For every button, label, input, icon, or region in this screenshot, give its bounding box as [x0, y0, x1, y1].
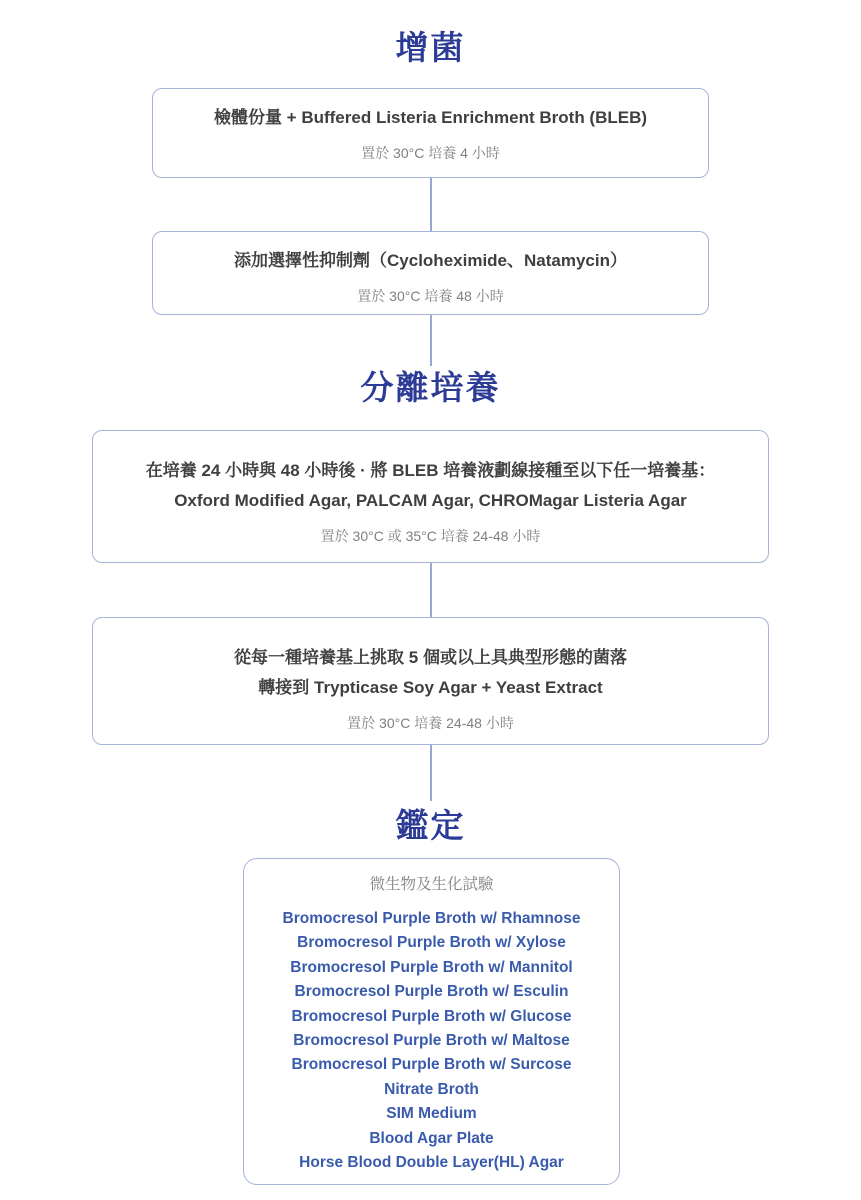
box-note: 置於 30°C 培養 4 小時	[361, 145, 500, 161]
media-list	[283, 907, 581, 1175]
box-main-text: 添加選擇性抑制劑（Cycloheximide、Natamycin）	[234, 251, 627, 270]
isolation-box-streaking	[92, 430, 769, 563]
enrichment-box-inhibitors	[152, 231, 709, 315]
box-secondary-text: Oxford Modified Agar, PALCAM Agar, CHROMagar Listeria Agar	[174, 491, 687, 510]
box-main-text: 從每一種培養基上挑取 5 個或以上具典型形態的菌落	[234, 648, 627, 667]
section-title-enrichment: 增菌	[395, 28, 466, 67]
media-list-item: Bromocresol Purple Broth w/ Esculin	[294, 983, 569, 1001]
media-list-item: Bromocresol Purple Broth w/ Surcose	[291, 1056, 572, 1074]
box-note: 置於 30°C 或 35°C 培養 24-48 小時	[320, 528, 541, 544]
connector-line	[430, 315, 432, 366]
media-list-item: Blood Agar Plate	[369, 1129, 494, 1147]
media-list-item: Bromocresol Purple Broth w/ Rhamnose	[282, 910, 581, 927]
enrichment-box-bleb	[152, 88, 709, 178]
box-note: 置於 30°C 培養 48 小時	[357, 288, 504, 304]
section-title-isolation: 分離培養	[360, 368, 501, 407]
media-list-item: Horse Blood Double Layer(HL) Agar	[299, 1154, 564, 1172]
media-list-item: Bromocresol Purple Broth w/ Mannitol	[290, 958, 573, 976]
connector-line	[430, 178, 432, 231]
box-main-text: 檢體份量 + Buffered Listeria Enrichment Broth (BLEB)	[213, 108, 648, 127]
identification-header: 微生物及生化試驗	[369, 876, 494, 893]
box-main-text: 在培養 24 小時與 48 小時後 · 將 BLEB 培養液劃線接種至以下任一培養基：	[145, 461, 716, 480]
media-list-item: Nitrate Broth	[384, 1080, 479, 1098]
section-title-identification: 鑑定	[395, 806, 466, 845]
identification-box	[243, 858, 620, 1185]
media-list-item: SIM Medium	[386, 1105, 477, 1123]
connector-line	[430, 563, 432, 617]
media-list-item: Bromocresol Purple Broth w/ Maltose	[293, 1032, 570, 1050]
box-secondary-text: 轉接到 Trypticase Soy Agar + Yeast Extract	[258, 678, 603, 697]
media-list-item: Bromocresol Purple Broth w/ Glucose	[291, 1007, 572, 1025]
connector-line	[430, 745, 432, 801]
media-list-item: Bromocresol Purple Broth w/ Xylose	[297, 934, 566, 952]
isolation-box-colony-picking	[92, 617, 769, 745]
box-note: 置於 30°C 培養 24-48 小時	[347, 715, 514, 731]
